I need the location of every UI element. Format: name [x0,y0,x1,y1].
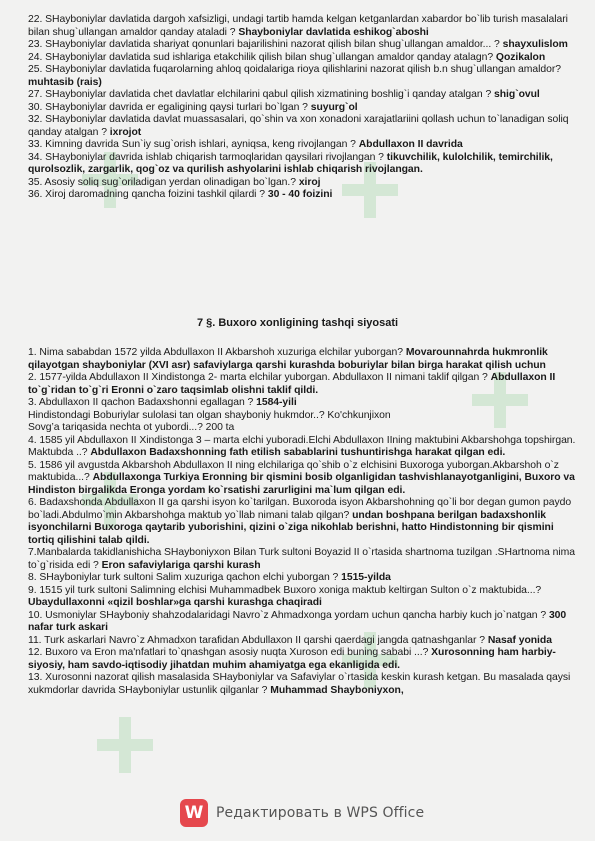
question-item [28,547,576,572]
question-text: 11. Turk askarlari Navro`z Ahmadxon tarafidan Abdullaxon II qarshi qaerdagi jangda qatnashganlar ? [28,634,488,646]
question-text: 35. Asosiy soliq sug`oriladigan yerdan olinadigan bo`lgan.? [28,176,299,188]
answer-text: Shayboniylar davlatida eshikog`aboshi [238,26,429,38]
question-item [28,610,576,635]
questions-list-bottom [28,347,576,697]
question-text: 24. SHayboniylar davlatida sud ishlariga etakchilik qilish bilan shug`ullangan amaldor qanday atalagn? [28,51,496,63]
wps-logo-icon: W [180,799,208,827]
question-item [28,372,576,397]
answer-text: undan boshpana berilgan badaxshonlik isyonchilarni Buxoroga qaytarib yuborishini, qizini o`ziga nikohlab berishni, hatto Hindistonning bir qismini tortiq qilishini talab qildi. [28,509,554,546]
question-item [28,410,576,423]
question-text: 33. Kimning davrida Sun`iy sug`orish ishlari, ayniqsa, keng rivojlangan ? [28,139,359,150]
answer-text: Abdullaxon II davrida [358,139,463,150]
question-text: 27. SHayboniylar davlatida chet davlatlar elchilarini qabul qilish xizmatining boshlig`i qanday atalgan ? [28,89,495,100]
answer-text: ixrojot [109,126,142,138]
answer-text: 1515-yilda [341,572,391,583]
answer-text: shayxulislom [502,39,568,50]
answer-text: Muhammad Shayboniyxon, [270,684,404,696]
answer-text: 1584-yili [256,397,297,408]
question-item [28,39,576,52]
answer-text: xiroj [298,176,321,188]
question-text: 10. Usmoniylar SHayboniy shahzodalaridagi Navro`z Ahmadxonga yordam uchun qancha harbiy kuch jo`natgan ? [28,609,549,621]
answer-text: Abdullaxon II to`g`ridan to`g`ri Eronni o`zaro taqsimlab olishni taklif qildi. [28,372,556,396]
answer-text: shig`ovul [494,89,540,100]
question-text: 3. Abdullaxon II qachon Badaxshonni egallagan ? [28,397,257,408]
question-text: Sovg’a tariqasida nechta ot yubordi...? 200 ta [28,422,235,433]
question-text: 2. 1577-yilda Abdullaxon II Xindistonga 2- marta elchilar yuborgan. Abdullaxon II nimani taklif qilgan ? [28,372,491,383]
question-item [28,189,576,202]
question-text: 32. SHayboniylar davlatida davlat muassasalari, qo`shin va xon xonadoni xarajatlariini qollash uchun to`lanadigan soliq qanday atalgan ? [28,114,569,138]
answer-text: suyurg`ol [310,101,358,113]
question-item [28,114,576,139]
question-item [28,397,576,410]
watermark-icon [95,715,155,775]
question-text: 30. SHayboniylar davrida er egaligining qaysi turlari bo`lgan ? [28,101,311,113]
question-text: 34. SHayboniylar davrida ishlab chiqarish tarmoqlaridan qaysilari rivojlangan ? [28,151,387,163]
answer-text: Xurosonning ham harbiy-siyosiy, ham savdo-iqtisodiy jihatdan muhim ahamiyatga ega ekanligida edi. [28,647,556,671]
question-item [28,14,576,39]
question-item [28,572,576,585]
question-item [28,139,576,152]
question-text: 6. Badaxshonda Abdullaxon II ga qarshi isyon ko`tarilgan. Buxoroda isyon Akbarshohning qo`li bor degan gumon paydo bo`ladi.Abdulmo`min Akbarshohga maktub yo`llab nimani talab qilgan? [28,497,572,521]
question-item [28,422,576,435]
answer-text: Nasaf yonida [487,634,552,646]
question-item [28,460,576,498]
question-item [28,89,576,102]
question-item [28,647,576,672]
question-item [28,635,576,648]
answer-text: Qozikalon [495,51,546,63]
question-text: 9. 1515 yil turk sultoni Salimning elchisi Muhammadbek Buxoro xoniga maktub keltirgan Sulton o`z maktubida...? [28,584,542,596]
question-item [28,52,576,65]
question-text: 4. 1585 yil Abdullaxon II Xindistonga 3 – marta elchi yuboradi.Elchi Abdullaxon IIning maktubini Akbarshohga topshirgan. Maktubda ..? [28,434,576,458]
question-text: 13. Xurosonni nazorat qilish masalasida SHayboniylar va Safaviylar o`rtasida keskin kurash ketgan. Bu masalada qaysi xukmdorlar davrida SHayboniylar ustunlik qilganlar ? [28,672,571,696]
question-item [28,672,576,697]
answer-text: 300 nafar turk askari [28,609,567,633]
question-text: 1. Nima sababdan 1572 yilda Abdullaxon II Akbarshoh xuzuriga elchilar yuborgan? [28,347,406,358]
question-text: 36. Xiroj daromadning qancha foizini tashkil qilardi ? [28,189,268,200]
question-item [28,435,576,460]
question-text: Hindistondagi Boburiylar sulolasi tan olgan shayboniy hukmdor..? Ko'chkunjixon [28,409,391,421]
answer-text: Movarounnahrda hukmronlik qilayotgan shayboniylar (XVI asr) safaviylarga qarshi kurashda boburiylar bilan birga harakat qilish uchun [28,347,548,371]
question-item [28,64,576,89]
question-text: 12. Buxoro va Eron ma'nfatlari to`qnashgan asosiy nuqta Xuroson edi buning sababi ...? [28,647,432,658]
answer-text: Eron safaviylariga qarshi kurash [101,559,261,571]
question-item [28,347,576,372]
answer-text: Abdullaxon Badaxshonning fath etilish sabablarini tushuntirishga harakat qilgan edi. [90,447,506,458]
question-text: 25. SHayboniylar davlatida fuqarolarning ahloq qoidalariga rioya qilishlarini nazorat qilish b.n shug`ullangan amaldor? [28,64,561,75]
answer-text: tikuvchilik, kulolchilik, temirchilik, qurolsozlik, zargarlik, qog`oz va qurilish ashyolarini ishlab chiqarish rivojlangan. [28,151,553,175]
answer-text: Abdullaxonga Turkiya Eronning bir qismini bosib olganligidan tashvishlanayotganligini, Buxoro va Hindiston birgalikda Eronga yordam ko`rsatishi zarurligini ma`lum qilgan edi. [28,472,575,496]
question-item [28,177,576,190]
section-title: 7 §. Buxoro xonligining tashqi siyosati [196,317,399,329]
question-item [28,152,576,177]
edit-in-wps-button[interactable] [180,796,436,830]
question-item [28,585,576,610]
question-text: 7.Manbalarda takidlanishicha SHayboniyxon Bilan Turk sultoni Boyazid II o`rtasida shartnoma tuzilgan .SHartnoma nima to`g`risida edi ? [28,547,575,571]
question-item [28,497,576,547]
question-text: 23. SHayboniylar davlatida shariyat qonunlari bajarilishini nazorat qilish bilan shug`ullangan amaldor... ? [28,39,503,50]
question-text: 5. 1586 yil avgustda Akbarshoh Abdullaxon II ning elchilariga qo`shib o`z elchisini Buxoroga yuborgan.Akbarshoh o`z maktubida...? [28,459,559,483]
question-text: 22. SHayboniylar davlatida dargoh xafsizligi, undagi tartib hamda kelgan ketganlardan xabardor bo`lib turish masalalari bilan shug`ullangan amaldor qanday ataladi ? [28,14,568,38]
answer-text: Ubaydullaxonni «qizil boshlar»ga qarshi kurashga chaqiradi [28,597,322,608]
answer-text: muhtasib (rais) [28,76,102,88]
question-item [28,102,576,115]
questions-list-top [28,14,576,202]
question-text: 8. SHayboniylar turk sultoni Salim xuzuriga qachon elchi yuborgan ? [28,572,342,583]
edit-in-wps-label: Редактировать в WPS Office [216,805,425,821]
answer-text: 30 - 40 foizini [267,189,333,200]
